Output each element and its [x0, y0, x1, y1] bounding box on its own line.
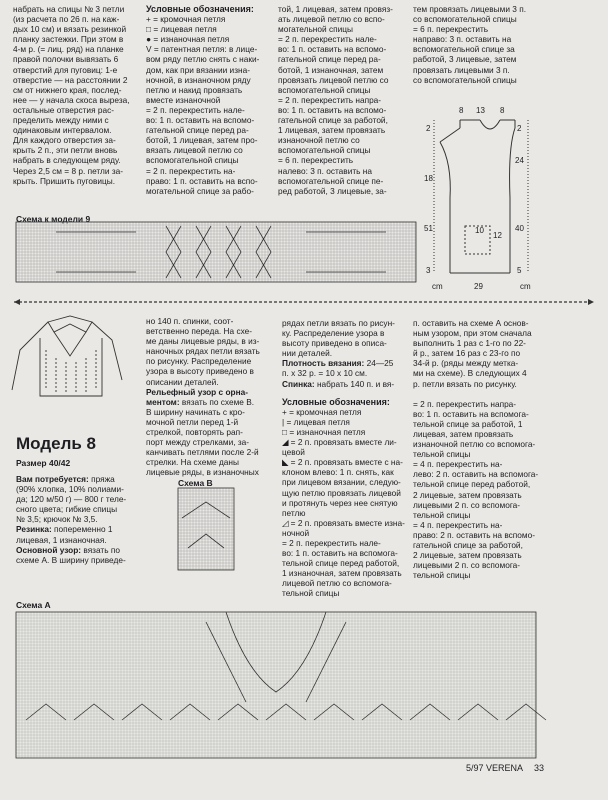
main-label: Основной узор:: [16, 544, 82, 555]
col3-line: вспомогательной спицы: [278, 145, 371, 156]
col3-line: гательной спице за работой,: [278, 115, 388, 126]
legend3-line: = 4 п. перекрестить на-: [413, 459, 503, 470]
col3-line: провязать лицевой петлю со: [278, 74, 389, 85]
measure-left-2: 18: [424, 174, 433, 183]
col1-line: крыть. Пришить пуговицы.: [13, 175, 116, 186]
legend2-line: тельной спице перед работой,: [282, 558, 400, 569]
col3-line: = 2 п. перекрестить нале-: [278, 34, 377, 45]
col3-line: во: 1 п. оставить на вспомо-: [278, 44, 387, 55]
colb4-line: р. петли вязать по рисунку.: [413, 378, 517, 389]
garment-schematic: [420, 108, 540, 293]
measure-mid-2: 12: [493, 231, 502, 240]
colb4-line: 34-й р. (ряды между метка-: [413, 358, 519, 369]
col3-text: [278, 4, 404, 196]
colb2-line: описании деталей.: [146, 376, 219, 387]
legend-line: во: 1 п. оставить на вспомо-: [146, 115, 255, 126]
col2-legend: [146, 4, 272, 196]
col4-line: = 6 п. перекрестить: [413, 24, 489, 35]
legend2-line: тельной спицы: [282, 588, 340, 599]
legend-line: гательной спице перед ра-: [146, 125, 249, 136]
legend2-line: цевой: [282, 447, 305, 458]
legend3-line: лево: 2 п. оставить на вспомога-: [413, 469, 539, 480]
legend3-line: право: 2 п. оставить на вспомо-: [413, 529, 535, 540]
legend3-line: лицевая, затем провязать: [413, 428, 514, 439]
legend3-line: гательной спице за работой,: [413, 539, 523, 550]
colb4-line: п. оставить на схеме А основ-: [413, 318, 529, 328]
legend3-line: = 2 п. перекрестить напра-: [413, 398, 517, 409]
page-number: 33: [534, 763, 545, 773]
relief-line: порт между стрелками, за-: [146, 437, 250, 448]
footer-issue: 5/97 VERENA: [466, 763, 524, 773]
measure-right-2: 24: [515, 156, 524, 165]
legend3-line: тельной спице за работой, 1: [413, 418, 523, 429]
col3-line: вспомогательной спицы: [278, 84, 371, 95]
colb2-line: но 140 п. спинки, соот-: [146, 316, 234, 326]
legend3-line: лицевыми 2 п. со вспомога-: [413, 499, 521, 510]
legend-line: □ = лицевая петля: [146, 24, 217, 35]
measure-top-3: 8: [500, 106, 505, 115]
relief-line: стрелки. На схеме даны: [146, 457, 239, 468]
col1-line: правой полочки вывязать 6: [13, 54, 119, 65]
model8-title: Модель 8: [16, 434, 96, 453]
col1-line: остальные отверстия рас-: [13, 104, 115, 115]
legend2-line: ночной: [282, 527, 310, 538]
col3-line: гательной спице перед ра-: [278, 54, 381, 65]
relief-line: стрелкой, повторять рап-: [146, 427, 243, 438]
measure-bottom: 29: [474, 282, 483, 291]
legend2-line: клоном влево: 1 п. снять, как: [282, 467, 394, 478]
legend-line: ● = изнаночная петля: [146, 34, 230, 45]
col3-line: налево: 3 п. оставить на: [278, 165, 372, 176]
legend3-line: изнаночной петлю со вспомога-: [413, 439, 536, 450]
col1-line: набрать в следующем ряду.: [13, 155, 121, 166]
legend-line: право: 1 п. оставить на вспо-: [146, 175, 258, 186]
colb2-line: узора в высоту приведено в: [146, 366, 254, 377]
sweater-sketch: [10, 310, 125, 400]
legend2-line: = 2 п. перекрестить нале-: [282, 537, 381, 548]
legend2-line: и протянуть через нее снятую: [282, 497, 398, 508]
legend3-line: лицевыми 2 п. со вспомога-: [413, 560, 521, 571]
col-b2: но 140 п. спинки, соот- ветственно переда. На схе- ме даны лицевые ряды, в из- наночных рядах петли вязать по рисунку. Распределение узора в высоту приведено в описании деталей. Рельефный узор с орна- ментом: вязать по схеме В. В ширину начинать с кро- мочной петли перед 1-й стрелкой, повторять рап- порт между стрелками, за- канчивать петлями после 2-й стрелки. На схеме даны лицевые ряды, в изнаночных: [146, 316, 272, 478]
schema-a-title: Схема А: [16, 600, 51, 610]
legend2-line: ◿ = 2 п. провязать вместе изна-: [282, 517, 405, 528]
col4-line: направо: 3 п. оставить на: [413, 34, 512, 45]
col1-line: одинаковым интервалом.: [13, 125, 112, 136]
legend3-line: = 4 п. перекрестить на-: [413, 519, 503, 530]
legend2-line: ◣ = 2 п. провязать вместе с на-: [282, 457, 403, 468]
section-divider: [14, 298, 594, 306]
col1-line: (из расчета по 26 п. на каж-: [13, 14, 120, 25]
legend3-line: тельной спицы: [413, 509, 471, 520]
col3-line: ать лицевой петлю со вспо-: [278, 14, 385, 25]
colb3-line: нии деталей.: [282, 348, 333, 359]
colb3-line: ку. Распределение узора в: [282, 328, 385, 339]
col3-line: ред работой, 3 лицевые, за-: [278, 185, 387, 196]
col1-line: 4-м р. (= лиц. ряд) на планке: [13, 44, 124, 55]
legend2-line: 1 изнаночная, затем провязать: [282, 568, 402, 579]
legend2-line: ◢ = 2 п. провязать вместе ли-: [282, 437, 397, 448]
relief-line: В ширину начинать с кро-: [146, 406, 245, 417]
col3-line: изнаночной петлю со: [278, 135, 360, 146]
schema9-title: Схема к модели 9: [16, 214, 91, 224]
legend-line: вом ряду петлю снять с наки-: [146, 54, 260, 65]
measure-mid-1: 10: [475, 226, 484, 235]
colb4-line: выполнить 1 раз с 1-го по 22-: [413, 338, 526, 349]
colb3-line: рядах петли вязать по рисун-: [282, 318, 395, 328]
schema-b-title: Схема В: [178, 478, 213, 488]
col-b3: рядах петли вязать по рисун- ку. Распределение узора в высоту приведено в описа- нии деталей. Плотность вязания: 24—25 п. х 32 р. = 10 х 10 см. Спинка: набрать 140 п. и вя- Условные обозначения: + = кромочная петля | = лицевая петля □ = изнаночная петля ◢ = 2 п. провязать вместе ли- цевой ◣ = 2 п. провязать вместе с на- клоном влево: 1 п. снять, как при лицевом вязании, следую- щую петлю провязать лицевой и протянуть через нее снятую петлю ◿ = 2 п. провязать вместе изна- ночной = 2 п. перекрестить нале- во: 1 п. оставить на вспомога- тельной спице перед работой, 1 изнаночная, затем провязать лицевой петлю со вспомога- тельной спицы: [282, 318, 408, 599]
schema-b-chart: [178, 488, 238, 574]
colb3-line: высоту приведено в описа-: [282, 338, 387, 349]
measure-right-1: 2: [517, 124, 522, 133]
col1-line: крыть 2 п., эти петли вновь: [13, 145, 118, 156]
col1-line: пределить между ними с: [13, 115, 109, 126]
schema9-chart: [16, 222, 418, 286]
model8-size: Размер 40/42: [16, 458, 71, 468]
measure-top-1: 8: [459, 106, 464, 115]
col1-line: отверстие — на расстоянии 2: [13, 74, 128, 85]
measure-top-2: 13: [476, 106, 485, 115]
legend-line: петлю и накид провязать: [146, 84, 243, 95]
legend3-line: тельной спицы: [413, 449, 471, 460]
legend-line: дом, как при вязании изна-: [146, 64, 250, 75]
col4-line: провязать лицевыми 3 п.: [413, 64, 510, 75]
col-b4: [413, 318, 543, 580]
legend-line: вместе изнаночной: [146, 94, 221, 105]
measure-left-1: 2: [426, 124, 431, 133]
measure-right-3: 40: [515, 224, 524, 233]
col1-line: Через 2,5 см = 8 р. петли за-: [13, 165, 124, 176]
legend-line: V = патентная петля: в лице-: [146, 44, 258, 55]
legend2-line: лицевой петлю со вспомога-: [282, 578, 392, 589]
measure-left-4: 3: [426, 266, 431, 275]
colb2-line: наночных рядах петли вязать: [146, 346, 260, 357]
measure-right-4: 5: [517, 266, 522, 275]
col3-line: вспомогательной спице пе-: [278, 175, 384, 186]
col3-line: могательной спицы: [278, 24, 353, 35]
col3-line: ботой, 1 изнаночная, затем: [278, 64, 384, 75]
legend-line: ночной, в изнаночном ряду: [146, 74, 251, 85]
relief-line: канчивать петлями после 2-й: [146, 447, 259, 458]
legend-heading: Условные обозначения:: [146, 4, 254, 14]
legend2-line: во: 1 п. оставить на вспомога-: [282, 548, 398, 559]
legend2-line: □ = изнаночная петля: [282, 426, 366, 437]
legend2-line: при лицевом вязании, следую-: [282, 477, 401, 488]
col1-line: дых 10 см) и вязать резинкой: [13, 24, 127, 35]
colb4-line: ми на схеме). В следующих 4: [413, 368, 527, 379]
legend3-line: тельной спице перед работой,: [413, 479, 531, 490]
legend2-line: петлю: [282, 507, 306, 518]
col3-line: = 6 п. перекрестить: [278, 155, 354, 166]
col3-line: = 2 п. перекрестить напра-: [278, 94, 382, 105]
col4-line: вспомогательной спице за: [413, 44, 515, 55]
colb2-line: ветственно переда. На схе-: [146, 326, 253, 337]
legend-line: = 2 п. перекрестить нале-: [146, 104, 245, 115]
relief-line: мочной петли перед 1-й: [146, 416, 239, 427]
schema-a-chart: [16, 612, 556, 760]
col3-line: той, 1 лицевая, затем провяз-: [278, 4, 393, 14]
col1-line: набрать на спицы № 3 петли: [13, 4, 125, 14]
legend3-line: 2 лицевые, затем провязать: [413, 489, 522, 500]
colb2-line: по рисунку. Распределение: [146, 356, 252, 367]
col1-line: см от нижнего края, послед-: [13, 84, 122, 95]
col4-line: со вспомогательной спицы: [413, 74, 517, 85]
legend3-line: 2 лицевые, затем провязать: [413, 550, 522, 561]
col1-line: Для каждого отверстия за-: [13, 135, 116, 146]
legend-line: = 2 п. перекрестить на-: [146, 165, 236, 176]
legend-line: ботой, 1 лицевая, затем про-: [146, 135, 258, 146]
col3-line: 1 лицевая, затем провязать: [278, 125, 386, 136]
legend-line: могательной спице за рабо-: [146, 185, 254, 196]
measure-left-3: 51: [424, 224, 433, 233]
legend2-line: | = лицевая петля: [282, 416, 350, 427]
col3-line: во: 1 п. оставить на вспомо-: [278, 104, 387, 115]
col4-text: [413, 4, 541, 85]
model8-materials: Вам потребуется: пряжа (90% хлопка, 10% полиами- да; 120 м/50 г) — 800 г теле- сного цвета; гибкие спицы № 3,5; крючок № 3,5. Резинка: попеременно 1 лицевая, 1 изнаночная. Основной узор: вязать по схеме А. В ширину приведе-: [16, 474, 127, 565]
materials-label: Вам потребуется:: [16, 474, 89, 484]
unit-right: cm: [520, 282, 531, 291]
legend2-line: щую петлю провязать лицевой: [282, 487, 401, 498]
legend3-line: во: 1 п. оставить на вспомога-: [413, 408, 529, 419]
rib-label: Резинка:: [16, 524, 52, 535]
col1-text: [13, 4, 141, 186]
colb4-line: ным узором, при этом сначала: [413, 328, 532, 339]
legend-line: + = кромочная петля: [146, 14, 226, 25]
col1-line: планку застежки. При этом в: [13, 34, 124, 45]
unit-left: cm: [432, 282, 443, 291]
legend3-line: тельной спицы: [413, 570, 471, 581]
col1-line: отверстий для пуговиц: 1-е: [13, 64, 118, 75]
relief-line: лицевые ряды, в изнаночных: [146, 467, 259, 478]
col1-line: нее — у начала скоса выреза,: [13, 94, 130, 105]
legend-line: вспомогательной спицы: [146, 155, 239, 166]
legend2-line: + = кромочная петля: [282, 406, 362, 417]
col4-line: со вспомогательной спицы: [413, 14, 517, 25]
col4-line: тем провязать лицевыми 3 п.: [413, 4, 527, 14]
colb2-line: ме даны лицевые ряды, в из-: [146, 336, 260, 347]
legend-line: вязать лицевой петлю со: [146, 145, 243, 156]
col4-line: работой, 3 лицевые, затем: [413, 54, 517, 65]
colb4-line: й р., затем 16 раз с 23-го по: [413, 348, 521, 359]
